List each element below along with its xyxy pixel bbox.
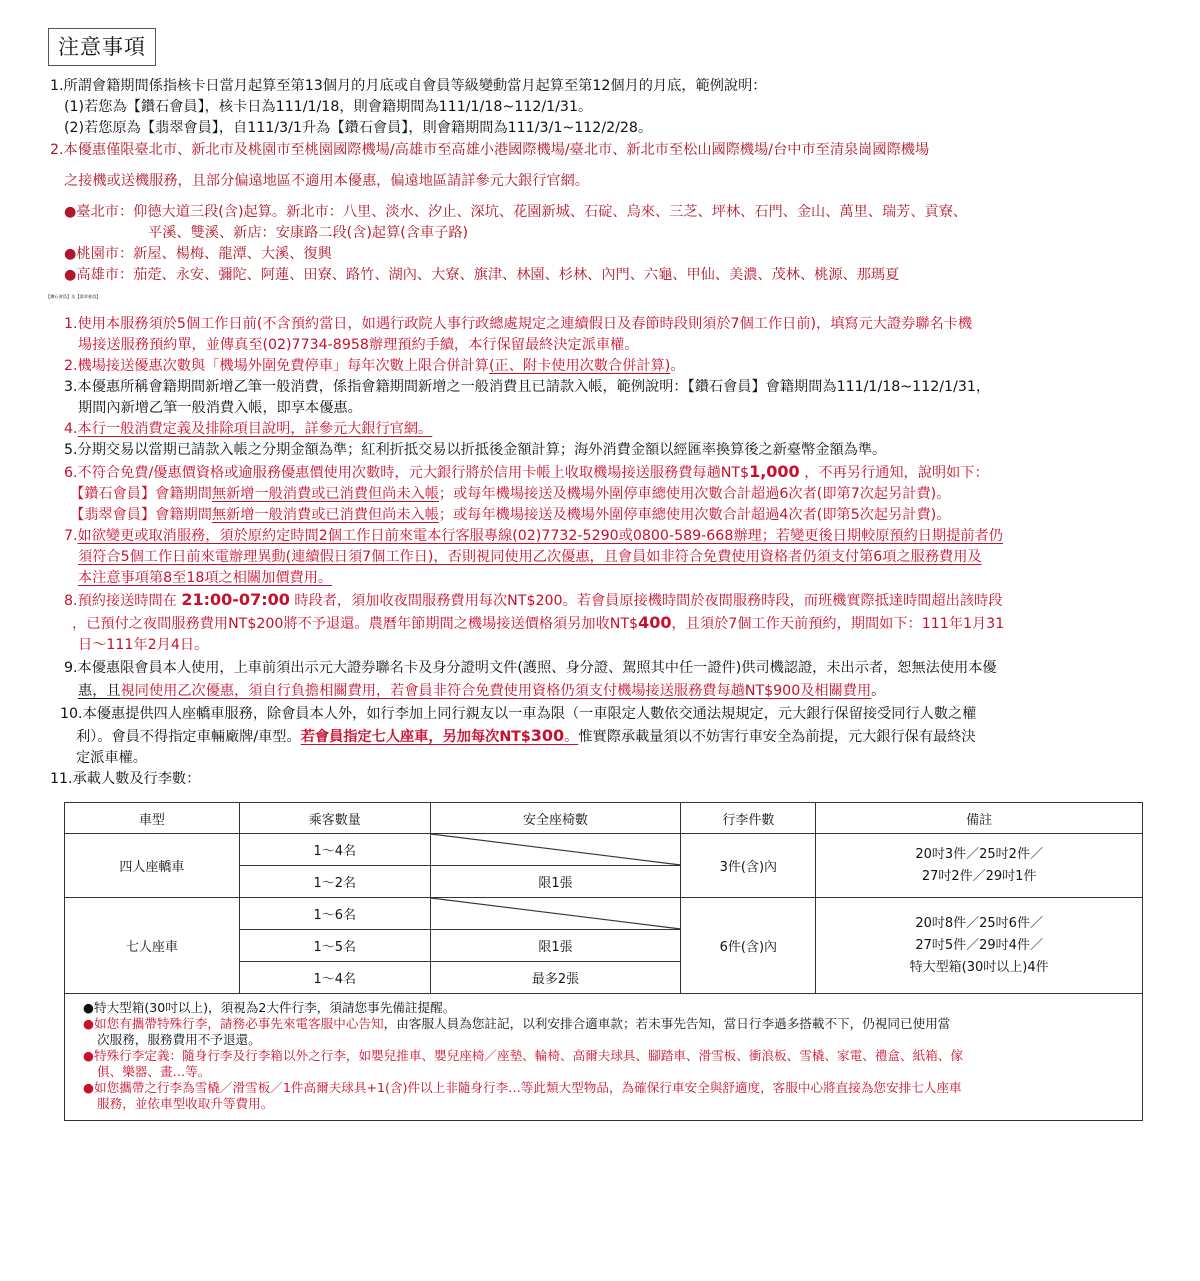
no-seat-cell — [430, 834, 681, 866]
section-2-heading: 【鑽石會員】及【翡翠會員】 — [46, 294, 101, 299]
s2-item-2-text: 2.機場接送優惠次數與「機場外圍免費停車」每年次數上限合併計算 — [64, 358, 489, 374]
note-definition-cont: 俱、樂器、畫…等。 — [97, 1064, 211, 1079]
s2-item-9-penalty: 視同使用乙次優惠，須自行負擔相關費用，若會員非符合免費使用資格仍須支付機場接送服務費每趟NT$900及相關費用 — [120, 683, 872, 699]
diamond-limit: ；或每年機場接送及機場外圍停車總使用次數合計超過6次者(即第7次起另計費)。 — [438, 486, 951, 502]
s2-item-6-end: ，不再另行通知，說明如下： — [799, 465, 989, 481]
seven-seater-surcharge: 若會員指定七人座車，另加每次NT$ — [300, 729, 531, 745]
s2-item-6 — [50, 461, 1160, 484]
seats-cell: 限1張 — [430, 866, 681, 898]
s2-item-10: 10.本優惠提供四人座轎車服務，除會員本人外，如行李加上同行親友以一車為限（一車限定人數依交通法規規定，元大銀行保留接受同行人數之權 — [60, 706, 977, 722]
luggage-table — [64, 802, 1143, 1121]
note-special-luggage-cont: 次服務，服務費用不予退還。 — [97, 1032, 261, 1047]
s2-item-7-text: 如欲變更或取消服務，須於原約定時間2個工作日前來電本行客服專線(02)7732-5290或0800-589-668辦理；若變更後日期較原預約日期提前者仍 — [77, 528, 1003, 544]
item-1-example-2: (2)若您原為【翡翠會員】，自111/3/1升為【鑽石會員】，則會籍期間為111/3/1~112/2/28。 — [64, 120, 653, 136]
s2-item-3-cont: 期間內新增乙筆一般消費入帳，即享本優惠。 — [78, 400, 362, 416]
s2-item-2 — [50, 356, 1160, 377]
s2-item-9-cont-text: 惠，且 — [78, 683, 121, 699]
seven-seater-end: 。 — [564, 729, 579, 745]
diagonal-line — [431, 834, 681, 865]
s2-item-8-cont-2: 日～111年2月4日。 — [78, 637, 209, 653]
passengers-cell: 1～4名 — [239, 962, 430, 994]
s2-item-9-end: 。 — [871, 683, 886, 699]
note-special-luggage — [83, 1016, 1124, 1032]
s2-item-1-cont: 場接送服務預約單，並傳真至(02)7734-8958辦理預約手續，本行保留最終決定派車權。 — [78, 337, 639, 353]
kaohsiung-remote-areas: ●高雄市：茄萣、永安、彌陀、阿蓮、田寮、路竹、湖內、大寮、旗津、林園、杉林、內門、六龜、甲仙、美濃、茂林、桃源、那瑪夏 — [64, 267, 900, 283]
s2-item-6-fee: 1,000 — [749, 462, 800, 481]
seats-cell: 限1張 — [430, 930, 681, 962]
note-definition: ●特殊行李定義：隨身行李及行李箱以外之行李，如嬰兒推車、嬰兒座椅／座墊、輪椅、高爾夫球具、腳踏車、滑雪板、衝浪板、雪橇、家電、禮盒、紙箱、傢 — [83, 1048, 963, 1063]
item-2-line-2: 之接機或送機服務，且部分偏遠地區不適用本優惠，偏遠地區請詳參元大銀行官網。 — [64, 173, 589, 189]
no-seat-cell — [430, 898, 681, 930]
remark-line: 20吋8件／25吋6件／ — [915, 915, 1043, 931]
s2-item-9: 9.本優惠限會員本人使用，上車前須出示元大證券聯名卡及身分證明文件(護照、身分證、駕照其中任一證件)供司機認證，未出示者，恕無法使用本優 — [64, 660, 997, 676]
diamond-condition: 無新增一般消費或已消費但尚未入帳 — [211, 486, 439, 502]
taipei-remote-areas: ●臺北市：仰德大道三段(含)起算。新北市：八里、淡水、汐止、深坑、花園新城、石碇、烏來、三芝、坪林、石門、金山、萬里、瑞芳、貢寮、 — [64, 204, 968, 220]
s2-item-1: 1.使用本服務須於5個工作日前(不含預約當日，如遇行政院人事行政總處規定之連續假日及春節時段則須於7個工作日前)，填寫元大證券聯名卡機 — [64, 316, 973, 332]
table-header-row — [65, 803, 1143, 834]
s2-item-10-cont — [50, 725, 1160, 748]
taipei-remote-areas-cont: 平溪、雙溪、新店：安康路二段(含)起算(含車子路) — [148, 225, 469, 241]
header-passengers: 乘客數量 — [239, 803, 430, 834]
note-special-luggage-red: ●如您有攜帶特殊行李，請務必事先來電客服中心告知 — [83, 1016, 384, 1031]
header-safety-seats: 安全座椅數 — [430, 803, 681, 834]
s2-item-8-text-2: 時段者，須加收夜間服務費用每次NT$200。若會員原接機時間於夜間服務時段，而班機實際抵達時間超出該時段 — [289, 593, 1003, 609]
s2-item-8-cont-text: ，已預付之夜間服務費用NT$200將不予退還。農曆年節期間之機場接送價格須另加收NT$ — [72, 616, 639, 632]
s2-item-7-cont-1: 須符合5個工作日前來電辦理異動(連續假日須7個工作日)，否則視同使用乙次優惠，且會員如非符合免費使用資格者仍須支付第6項之服務費用及 — [78, 549, 982, 565]
vehicle-sedan: 四人座轎車 — [65, 834, 240, 898]
emerald-condition: 無新增一般消費或已消費但尚未入帳 — [211, 507, 439, 523]
emerald-limit: ；或每年機場接送及機場外圍停車總使用次數合計超過4次者(即第5次起另計費)。 — [438, 507, 951, 523]
s2-item-5: 5.分期交易以當期已請款入帳之分期金額為準；紅利折抵交易以折抵後金額計算；海外消費金額以經匯率換算後之新臺幣金額為準。 — [64, 442, 887, 458]
s2-item-7-num: 7. — [64, 528, 78, 544]
note-large-items-cont: 服務，並依車型收取升等費用。 — [97, 1096, 274, 1111]
diagonal-line — [431, 898, 681, 929]
remark-cell — [816, 834, 1143, 898]
emerald-label: 【翡翠會員】會籍期間 — [70, 507, 212, 523]
note-large-items: ●如您攜帶之行李為雪橇／滑雪板／1件高爾夫球具+1(含)件以上非隨身行李…等此類大型物品，為確保行車安全與舒適度，客服中心將直接為您安排七人座車 — [83, 1080, 962, 1095]
s2-item-10-text-2: 惟實際承載量須以不妨害行車安全為前提，元大銀行保有最終決 — [578, 729, 976, 745]
item-2-line-1: 2.本優惠僅限臺北市、新北市及桃園市至桃園國際機場/高雄市至高雄小港國際機場/臺北市、新北市至松山國際機場/台中市至清泉崗國際機場 — [50, 142, 930, 158]
seven-seater-fee: 300 — [530, 726, 565, 745]
notes-cell — [65, 994, 1143, 1121]
s2-item-8 — [50, 589, 1160, 612]
passengers-cell: 1～2名 — [239, 866, 430, 898]
remark-line: 27吋5件／29吋4件／ — [915, 937, 1043, 953]
s2-item-6-text: 6.不符合免費/優惠價資格或逾服務優惠價使用次數時，元大銀行將於信用卡帳上收取機場接送服務費每趟NT$ — [64, 465, 750, 481]
night-time-range: 21:00-07:00 — [181, 590, 290, 609]
s2-item-4-num: 4. — [64, 421, 78, 437]
remark-cell — [816, 898, 1143, 994]
s2-item-6-diamond — [50, 484, 1160, 505]
remark-line: 20吋3件／25吋2件／ — [915, 846, 1043, 862]
s2-item-6-emerald — [50, 505, 1160, 526]
item-1: 1.所謂會籍期間係指核卡日當月起算至第13個月的月底或自會員等級變動當月起算至第12個月的月底，範例說明： — [50, 78, 767, 94]
s2-item-9-cont — [50, 681, 1160, 702]
diamond-label: 【鑽石會員】會籍期間 — [70, 486, 212, 502]
remark-line: 27吋2件／29吋1件 — [921, 868, 1037, 884]
remark-line: 特大型箱(30吋以上)4件 — [909, 959, 1049, 975]
s2-item-7 — [50, 526, 1160, 547]
s2-item-4 — [50, 419, 1160, 440]
taoyuan-remote-areas: ●桃園市：新屋、楊梅、龍潭、大溪、復興 — [64, 246, 332, 262]
passengers-cell: 1～5名 — [239, 930, 430, 962]
s2-item-11: 11.承載人數及行李數： — [50, 771, 201, 787]
section-general — [46, 76, 1160, 307]
vehicle-van: 七人座車 — [65, 898, 240, 994]
s2-item-10-text: 利）。會員不得指定車輛廠牌/車型。 — [76, 729, 301, 745]
s2-item-7-cont-2-text: 本注意事項第8至18項之相關加價費用。 — [78, 570, 333, 586]
header-vehicle-type: 車型 — [65, 803, 240, 834]
luggage-cell: 6件(含)內 — [681, 898, 816, 994]
s2-item-3: 3.本優惠所稱會籍期間新增乙筆一般消費，係指會籍期間新增之一般消費且已請款入帳，範例說明：【鑽石會員】會籍期間為111/1/18~112/1/31， — [64, 379, 991, 395]
header-remarks: 備註 — [816, 803, 1143, 834]
table-row — [65, 834, 1143, 866]
table-notes-row — [65, 994, 1143, 1121]
passengers-cell: 1～6名 — [239, 898, 430, 930]
luggage-cell: 3件(含)內 — [681, 834, 816, 898]
note-special-luggage-text: ，由客服人員為您註記，以利安排合適車款；若未事先告知，當日行李過多搭載不下，仍視同已使用當 — [383, 1016, 951, 1031]
s2-item-2-underlined: (正、附卡使用次數合併計算) — [488, 358, 671, 374]
s2-item-4-link[interactable]: 本行一般消費定義及排除項目說明，詳參元大銀行官網。 — [77, 421, 433, 437]
item-1-example-1: (1)若您為【鑽石會員】，核卡日為111/1/18，則會籍期間為111/1/18~112/1/31。 — [64, 99, 593, 115]
s2-item-8-cont — [50, 612, 1160, 635]
section-members — [50, 314, 1160, 790]
s2-item-8-cont-text-2: ，且須於7個工作天前預約，期間如下：111年1月31 — [671, 616, 1005, 632]
passengers-cell: 1～4名 — [239, 834, 430, 866]
header-luggage: 行李件數 — [681, 803, 816, 834]
s2-item-8-text: 8.預約接送時間在 — [64, 593, 182, 609]
note-oversize: ●特大型箱(30吋以上)，須視為2大件行李，須請您事先備註提醒。 — [83, 1000, 456, 1015]
s2-item-2-end: 。 — [670, 358, 685, 374]
page-title: 注意事項 — [48, 28, 156, 66]
new-year-fee: 400 — [638, 613, 672, 632]
s2-item-7-cont-2 — [50, 568, 1160, 589]
seats-cell: 最多2張 — [430, 962, 681, 994]
table-row — [65, 898, 1143, 930]
s2-item-10-cont-2: 定派車權。 — [76, 750, 147, 766]
